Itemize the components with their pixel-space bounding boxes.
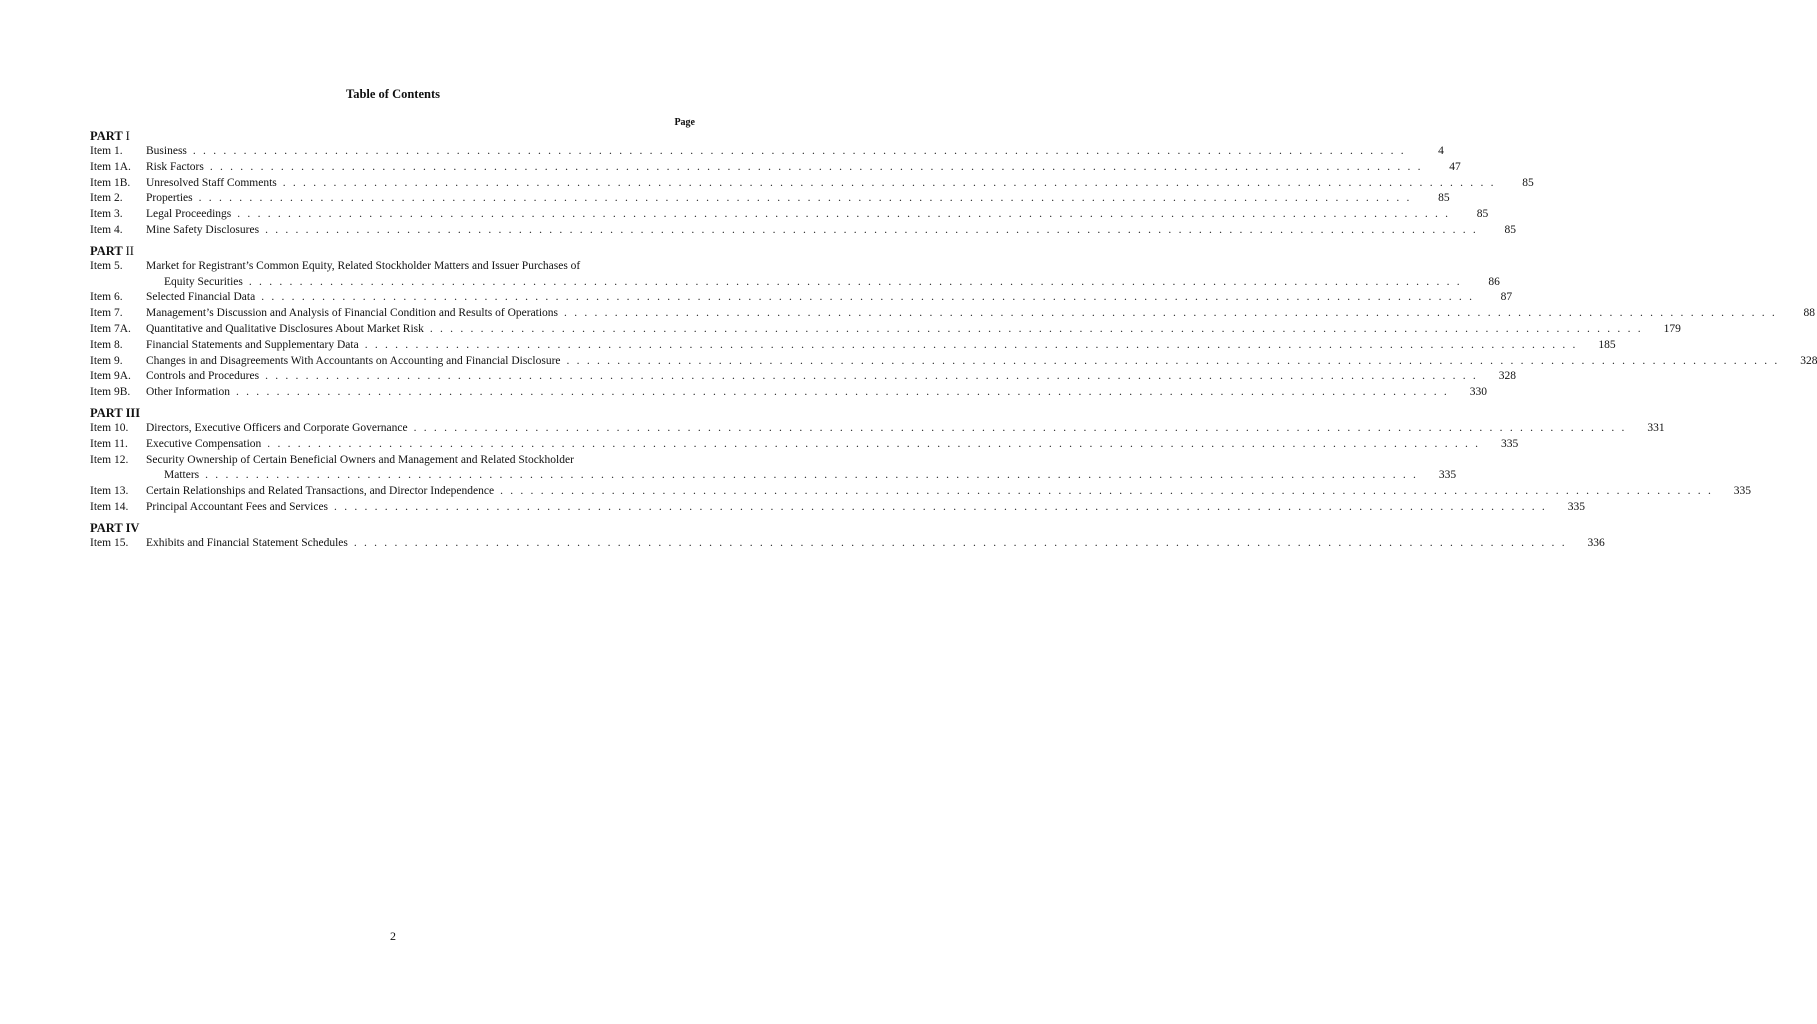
toc-item-body (146, 385, 1487, 401)
toc-item-title: Directors, Executive Officers and Corporate Governance (146, 421, 408, 434)
toc-line (146, 354, 1817, 370)
dot-leader: . . . . . . . . . . . . . . . . . . . . . . . . . . . . . . . . . . . . . . . . . . . . . . . . . . . . . . . . . . . . . . . . . . . . . . . . . . . . . . . . . . . . . . . . . . . . . . . . . . . . . . . . . . . . . . . . . . . . . . . . (566, 354, 1780, 367)
toc-entry (90, 338, 1616, 354)
part-number: IV (125, 520, 140, 535)
toc-item-title: Market for Registrant’s Common Equity, Related Stockholder Matters and Issuer Purchases of (146, 259, 581, 272)
toc-part-3 (90, 405, 1752, 516)
table-of-contents (90, 128, 1817, 556)
toc-entry (90, 191, 1450, 207)
toc-item-body (146, 437, 1519, 453)
toc-page-number: 185 (1598, 338, 1616, 351)
toc-page-number: 88 (1803, 307, 1815, 320)
toc-item-number: Item 2. (90, 192, 123, 205)
toc-item-body (146, 453, 1457, 485)
toc-part-4 (90, 520, 1605, 552)
part-number: II (125, 243, 134, 258)
toc-item-number: Item 9B. (90, 386, 131, 399)
part-label: PART (90, 129, 123, 143)
toc-item-title: Legal Proceedings (146, 208, 232, 221)
dot-leader: . . . . . . . . . . . . . . . . . . . . . . . . . . . . . . . . . . . . . . . . . . . . . . . . . . . . . . . . . . . . . . . . . . . . . . . . . . . . . . . . . . . . . . . . . . . . . . . . . . . . . . . . . . . . . . . . . . . . . . . . (209, 160, 1423, 173)
toc-line (146, 275, 1500, 291)
toc-page-number: 335 (1500, 437, 1519, 450)
page-column-header: Page (674, 117, 695, 128)
toc-entry (90, 354, 1817, 370)
toc-entry (90, 421, 1665, 437)
toc-item-body (146, 338, 1616, 354)
toc-part-2 (90, 243, 1817, 401)
toc-item-body (146, 354, 1817, 370)
toc-item-title: Exhibits and Financial Statement Schedules (146, 536, 348, 549)
toc-item-body (146, 259, 1500, 291)
toc-page-number: 179 (1663, 322, 1681, 335)
toc-item-number: Item 12. (90, 453, 129, 466)
toc-item-title: Equity Securities (164, 275, 243, 288)
dot-leader: . . . . . . . . . . . . . . . . . . . . . . . . . . . . . . . . . . . . . . . . . . . . . . . . . . . . . . . . . . . . . . . . . . . . . . . . . . . . . . . . . . . . . . . . . . . . . . . . . . . . . . . . . . . . . . . . . . . . . . . . (265, 223, 1479, 236)
toc-page-number: 85 (1522, 176, 1534, 189)
toc-item-title: Security Ownership of Certain Beneficial Owners and Management and Related Stockholder (146, 453, 574, 466)
toc-item-number: Item 10. (90, 421, 129, 434)
toc-page-number: 87 (1500, 291, 1513, 304)
toc-entry (90, 176, 1534, 192)
toc-page-number: 335 (1733, 485, 1752, 498)
toc-item-body (146, 421, 1665, 437)
toc-item-body (146, 176, 1534, 192)
toc-entry (90, 306, 1815, 322)
toc-item-title: Risk Factors (146, 160, 204, 173)
toc-item-title: Principal Accountant Fees and Services (146, 500, 329, 513)
toc-page-number: 85 (1476, 208, 1489, 221)
toc-line (146, 369, 1517, 385)
toc-entry (90, 453, 1457, 485)
toc-item-body (146, 191, 1450, 207)
toc-item-title: Certain Relationships and Related Transactions, and Director Independence (146, 485, 495, 498)
dot-leader: . . . . . . . . . . . . . . . . . . . . . . . . . . . . . . . . . . . . . . . . . . . . . . . . . . . . . . . . . . . . . . . . . . . . . . . . . . . . . . . . . . . . . . . . . . . . . . . . . . . . . . . . . . . . . . . . . . . . . . . . (500, 485, 1714, 498)
toc-line (146, 176, 1534, 192)
toc-line (146, 306, 1815, 322)
dot-leader: . . . . . . . . . . . . . . . . . . . . . . . . . . . . . . . . . . . . . . . . . . . . . . . . . . . . . . . . . . . . . . . . . . . . . . . . . . . . . . . . . . . . . . . . . . . . . . . . . . . . . . . . . . . . . . . . . . . . . . . . (198, 192, 1412, 205)
toc-entry (90, 322, 1681, 338)
toc-entry (90, 207, 1489, 223)
toc-page-number: 335 (1567, 500, 1585, 513)
part-label: PART (90, 520, 123, 535)
toc-item-title: Executive Compensation (146, 437, 262, 450)
dot-leader: . . . . . . . . . . . . . . . . . . . . . . . . . . . . . . . . . . . . . . . . . . . . . . . . . . . . . . . . . . . . . . . . . . . . . . . . . . . . . . . . . . . . . . . . . . . . . . . . . . . . . . . . . . . . . . . . . . . . . . . . (429, 322, 1643, 335)
toc-entry (90, 290, 1513, 306)
part-heading (90, 520, 696, 536)
dot-leader: . . . . . . . . . . . . . . . . . . . . . . . . . . . . . . . . . . . . . . . . . . . . . . . . . . . . . . . . . . . . . . . . . . . . . . . . . . . . . . . . . . . . . . . . . . . . . . . . . . . . . . . . . . . . . . . . . . . . . . . . (261, 291, 1475, 304)
toc-item-title: Financial Statements and Supplementary Data (146, 338, 359, 351)
toc-item-number: Item 3. (90, 208, 123, 221)
dot-leader: . . . . . . . . . . . . . . . . . . . . . . . . . . . . . . . . . . . . . . . . . . . . . . . . . . . . . . . . . . . . . . . . . . . . . . . . . . . . . . . . . . . . . . . . . . . . . . . . . . . . . . . . . . . . . . . . . . . . . . . . (248, 275, 1462, 288)
toc-line (146, 421, 1665, 437)
dot-leader: . . . . . . . . . . . . . . . . . . . . . . . . . . . . . . . . . . . . . . . . . . . . . . . . . . . . . . . . . . . . . . . . . . . . . . . . . . . . . . . . . . . . . . . . . . . . . . . . . . . . . . . . . . . . . . . . . . . . . . . . (192, 145, 1406, 157)
toc-page-number: 335 (1438, 469, 1457, 482)
toc-item-title: Changes in and Disagreements With Accountants on Accounting and Financial Disclosure (146, 354, 561, 367)
toc-item-title: Management’s Discussion and Analysis of Financial Condition and Results of Operations (146, 307, 559, 320)
toc-entry (90, 259, 1500, 291)
toc-entry (90, 536, 1605, 552)
toc-item-body (146, 160, 1461, 176)
toc-page-number: 328 (1498, 370, 1517, 383)
toc-item-number: Item 15. (90, 536, 129, 549)
toc-line (146, 385, 1487, 401)
toc-entry (90, 160, 1461, 176)
toc-item-number: Item 14. (90, 500, 129, 513)
toc-line (146, 437, 1519, 453)
dot-leader: . . . . . . . . . . . . . . . . . . . . . . . . . . . . . . . . . . . . . . . . . . . . . . . . . . . . . . . . . . . . . . . . . . . . . . . . . . . . . . . . . . . . . . . . . . . . . . . . . . . . . . . . . . . . . . . . . . . . . . . . (267, 437, 1481, 450)
toc-part-1 (90, 128, 1534, 239)
toc-line (146, 500, 1585, 516)
toc-line (146, 536, 1605, 552)
toc-item-body (146, 207, 1489, 223)
toc-item-title: Mine Safety Disclosures (146, 223, 260, 236)
part-heading (90, 405, 696, 421)
toc-item-title: Business (146, 145, 187, 157)
toc-item-number: Item 7A. (90, 322, 131, 335)
toc-item-title: Quantitative and Qualitative Disclosures About Market Risk (146, 322, 424, 335)
dot-leader: . . . . . . . . . . . . . . . . . . . . . . . . . . . . . . . . . . . . . . . . . . . . . . . . . . . . . . . . . . . . . . . . . . . . . . . . . . . . . . . . . . . . . . . . . . . . . . . . . . . . . . . . . . . . . . . . . . . . . . . . (265, 370, 1479, 383)
part-heading (90, 128, 696, 144)
toc-item-title: Controls and Procedures (146, 370, 260, 383)
toc-item-title: Other Information (146, 386, 230, 399)
dot-leader: . . . . . . . . . . . . . . . . . . . . . . . . . . . . . . . . . . . . . . . . . . . . . . . . . . . . . . . . . . . . . . . . . . . . . . . . . . . . . . . . . . . . . . . . . . . . . . . . . . . . . . . . . . . . . . . . . . . . . . . . (205, 469, 1419, 482)
toc-item-number: Item 4. (90, 223, 123, 236)
part-heading (90, 243, 696, 259)
toc-item-number: Item 5. (90, 259, 123, 272)
toc-page-number: 4 (1438, 145, 1444, 157)
toc-page-number: 331 (1647, 421, 1665, 434)
footer-page-number: 2 (390, 929, 396, 943)
toc-item-number: Item 7. (90, 307, 123, 320)
toc-item-body (146, 290, 1513, 306)
toc-entry (90, 484, 1752, 500)
toc-line (146, 338, 1616, 354)
dot-leader: . . . . . . . . . . . . . . . . . . . . . . . . . . . . . . . . . . . . . . . . . . . . . . . . . . . . . . . . . . . . . . . . . . . . . . . . . . . . . . . . . . . . . . . . . . . . . . . . . . . . . . . . . . . . . . . . . . . . . . . . (564, 307, 1777, 320)
toc-item-body (146, 536, 1605, 552)
dot-leader: . . . . . . . . . . . . . . . . . . . . . . . . . . . . . . . . . . . . . . . . . . . . . . . . . . . . . . . . . . . . . . . . . . . . . . . . . . . . . . . . . . . . . . . . . . . . . . . . . . . . . . . . . . . . . . . . . . . . . . . . (353, 536, 1567, 549)
toc-entry (90, 144, 1444, 160)
toc-entry (90, 385, 1487, 401)
toc-page-number: 85 (1438, 192, 1450, 205)
toc-item-body (146, 500, 1585, 516)
toc-page-number: 86 (1488, 275, 1500, 288)
part-label: PART (90, 405, 123, 420)
toc-item-body (146, 484, 1752, 500)
toc-item-number: Item 6. (90, 291, 123, 304)
toc-item-number: Item 1. (90, 145, 123, 157)
toc-page-number: 330 (1469, 386, 1487, 399)
toc-item-body (146, 322, 1681, 338)
toc-item-body (146, 369, 1517, 385)
dot-leader: . . . . . . . . . . . . . . . . . . . . . . . . . . . . . . . . . . . . . . . . . . . . . . . . . . . . . . . . . . . . . . . . . . . . . . . . . . . . . . . . . . . . . . . . . . . . . . . . . . . . . . . . . . . . . . . . . . . . . . . . (237, 208, 1451, 221)
toc-item-number: Item 8. (90, 338, 123, 351)
toc-item-title: Properties (146, 192, 193, 205)
toc-entry (90, 223, 1517, 239)
toc-item-number: Item 1A. (90, 160, 131, 173)
toc-line (146, 484, 1752, 500)
toc-item-title: Selected Financial Data (146, 291, 256, 304)
dot-leader: . . . . . . . . . . . . . . . . . . . . . . . . . . . . . . . . . . . . . . . . . . . . . . . . . . . . . . . . . . . . . . . . . . . . . . . . . . . . . . . . . . . . . . . . . . . . . . . . . . . . . . . . . . . . . . . . . . . . . . . . (413, 421, 1627, 434)
toc-line (146, 207, 1489, 223)
toc-title: Table of Contents (346, 87, 440, 101)
toc-entry (90, 437, 1519, 453)
part-number: I (125, 129, 130, 143)
toc-line (146, 223, 1517, 239)
toc-entry (90, 369, 1517, 385)
toc-item-title: Unresolved Staff Comments (146, 176, 277, 189)
part-label: PART (90, 243, 123, 258)
toc-item-number: Item 9A. (90, 370, 131, 383)
toc-item-number: Item 9. (90, 354, 123, 367)
part-number: III (125, 405, 141, 420)
toc-item-body (146, 223, 1517, 239)
toc-line (146, 160, 1461, 176)
dot-leader: . . . . . . . . . . . . . . . . . . . . . . . . . . . . . . . . . . . . . . . . . . . . . . . . . . . . . . . . . . . . . . . . . . . . . . . . . . . . . . . . . . . . . . . . . . . . . . . . . . . . . . . . . . . . . . . . . . . . . . . . (282, 176, 1496, 189)
toc-line (146, 191, 1450, 207)
toc-entry (90, 500, 1585, 516)
toc-item-number: Item 1B. (90, 176, 131, 189)
toc-item-number: Item 11. (90, 437, 128, 450)
toc-item-number: Item 13. (90, 485, 129, 498)
toc-item-title: Matters (164, 469, 200, 482)
toc-page-number: 336 (1587, 536, 1605, 549)
toc-page-number: 85 (1504, 223, 1517, 236)
toc-line (146, 468, 1457, 484)
toc-line (146, 322, 1681, 338)
dot-leader: . . . . . . . . . . . . . . . . . . . . . . . . . . . . . . . . . . . . . . . . . . . . . . . . . . . . . . . . . . . . . . . . . . . . . . . . . . . . . . . . . . . . . . . . . . . . . . . . . . . . . . . . . . . . . . . . . . . . . . . . (236, 386, 1449, 399)
toc-page-number: 47 (1449, 160, 1461, 173)
dot-leader: . . . . . . . . . . . . . . . . . . . . . . . . . . . . . . . . . . . . . . . . . . . . . . . . . . . . . . . . . . . . . . . . . . . . . . . . . . . . . . . . . . . . . . . . . . . . . . . . . . . . . . . . . . . . . . . . . . . . . . . . (364, 338, 1578, 351)
toc-page-number: 328 (1800, 354, 1817, 367)
toc-item-body (146, 144, 1444, 160)
dot-leader: . . . . . . . . . . . . . . . . . . . . . . . . . . . . . . . . . . . . . . . . . . . . . . . . . . . . . . . . . . . . . . . . . . . . . . . . . . . . . . . . . . . . . . . . . . . . . . . . . . . . . . . . . . . . . . . . . . . . . . . . (334, 500, 1547, 513)
toc-line (146, 144, 1444, 160)
toc-line (146, 290, 1513, 306)
toc-item-body (146, 306, 1815, 322)
